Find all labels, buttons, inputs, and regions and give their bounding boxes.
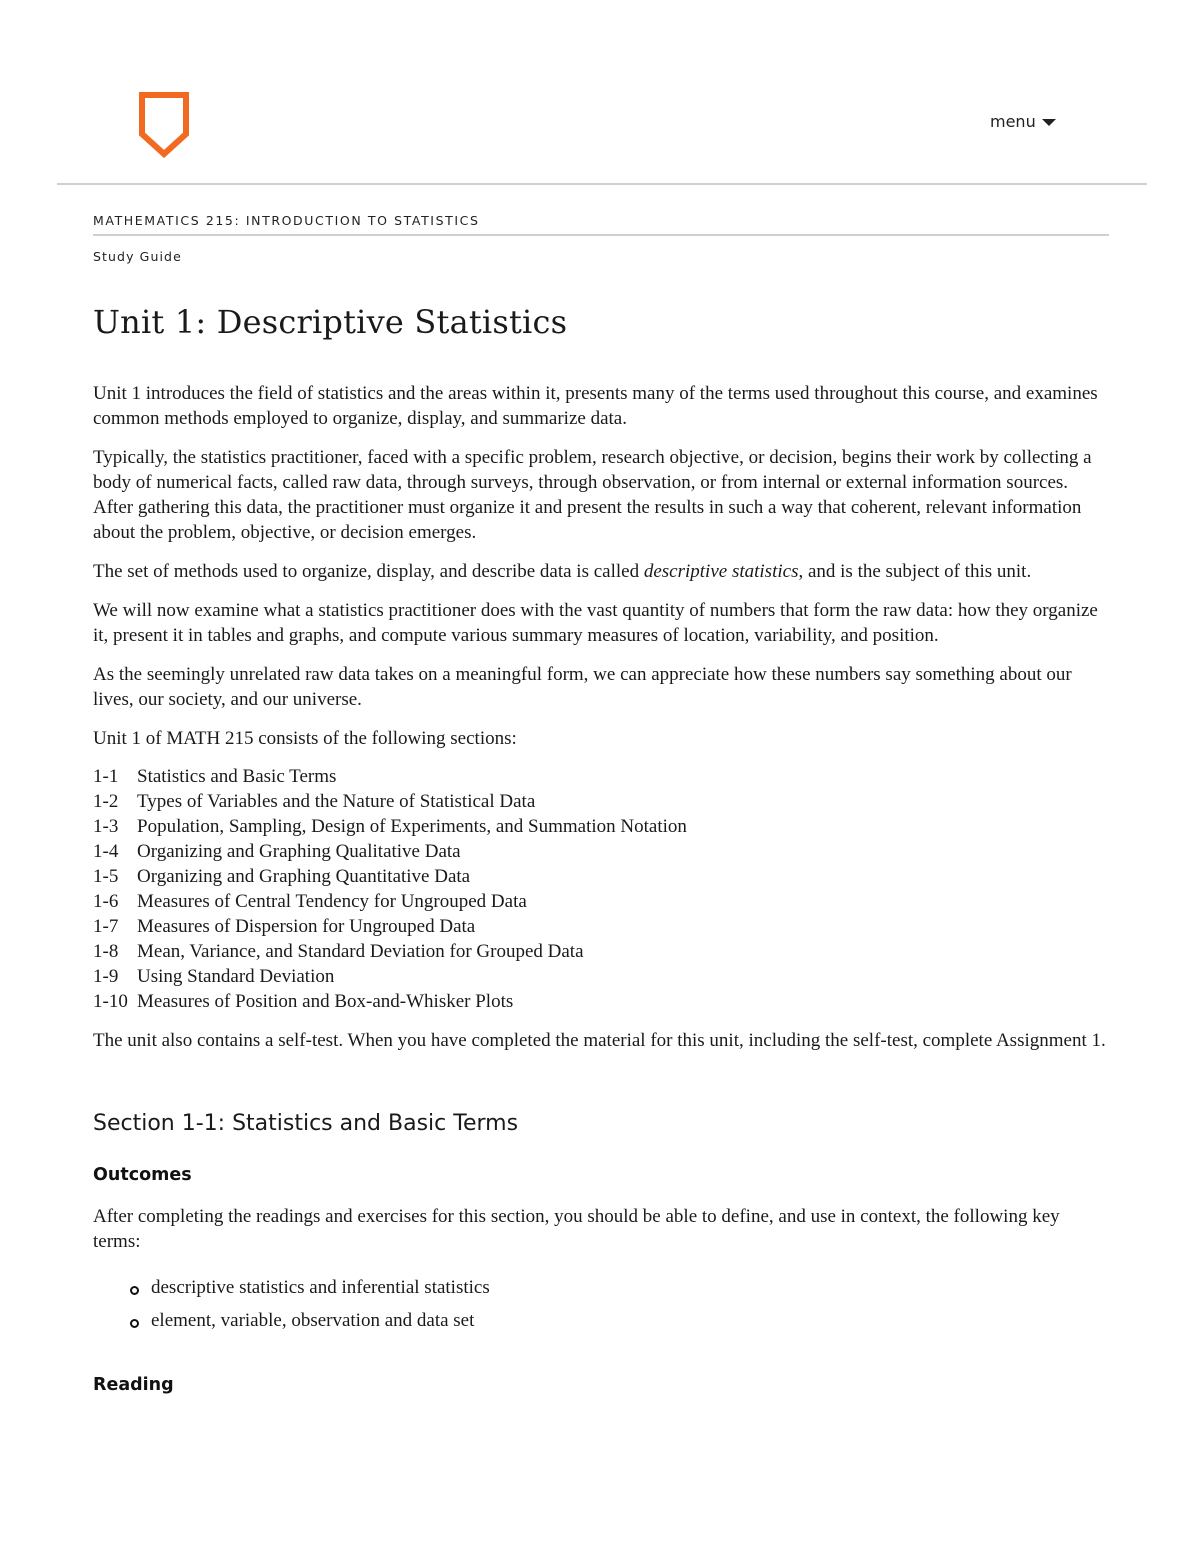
list-item: 1-8 Mean, Variance, and Standard Deviation for Grouped Data xyxy=(93,941,584,962)
descriptive-paragraph: The set of methods used to organize, display, and describe data is called descriptive statistics, and is the subject of this unit. xyxy=(93,561,1032,582)
outcomes-intro: After completing the readings and exercises for this section, you should be able to define, and use in context, the following key terms: xyxy=(93,1206,1060,1252)
main-content xyxy=(93,213,1109,1395)
outcomes-list xyxy=(93,1275,1109,1333)
list-item: element, variable, observation and data set xyxy=(93,1308,1109,1333)
list-item: 1-5 Organizing and Graphing Quantitative Data xyxy=(93,866,471,887)
list-item: 1-7 Measures of Dispersion for Ungrouped Data xyxy=(93,916,476,937)
page-subtitle: Study Guide xyxy=(93,249,182,264)
section-heading: Section 1-1: Statistics and Basic Terms xyxy=(93,1111,519,1136)
meaning-paragraph: As the seemingly unrelated raw data takes on a meaningful form, we can appreciate how these numbers say something about our lives, our society, and our universe. xyxy=(93,664,1072,710)
outcomes-heading: Outcomes xyxy=(93,1165,192,1185)
list-item: 1-1 Statistics and Basic Terms xyxy=(93,766,337,787)
course-title: MATHEMATICS 215: INTRODUCTION TO STATISTICS xyxy=(93,213,1109,236)
menu-button[interactable] xyxy=(990,112,1056,131)
practitioner-paragraph: Typically, the statistics practitioner, faced with a specific problem, research objective, or decision, begins their work by collecting a body of numerical facts, called raw data, through surveys, through observation, or from internal or external information sources. After gathering this data, the practitioner must organize it and present the results in such a way that coherent, relevant information about the problem, objective, or decision emerges. xyxy=(93,447,1092,543)
list-item: 1-10 Measures of Position and Box-and-Whisker Plots xyxy=(93,991,514,1012)
list-item: 1-4 Organizing and Graphing Qualitative Data xyxy=(93,841,461,862)
list-item: 1-2 Types of Variables and the Nature of Statistical Data xyxy=(93,791,536,812)
list-item: 1-6 Measures of Central Tendency for Ungrouped Data xyxy=(93,891,527,912)
page-title: Unit 1: Descriptive Statistics xyxy=(93,303,568,341)
list-item: 1-9 Using Standard Deviation xyxy=(93,966,335,987)
reading-heading: Reading xyxy=(93,1375,174,1395)
site-header xyxy=(57,0,1147,185)
examine-paragraph: We will now examine what a statistics practitioner does with the vast quantity of numbers that form the raw data: how they organize it, present it in tables and graphs, and compute various summary measures of location, variability, and position. xyxy=(93,600,1098,646)
list-item: 1-3 Population, Sampling, Design of Experiments, and Summation Notation xyxy=(93,816,687,837)
section-list xyxy=(93,764,1109,1014)
sections-intro: Unit 1 of MATH 215 consists of the following sections: xyxy=(93,728,517,749)
intro-paragraph: Unit 1 introduces the field of statistics and the areas within it, presents many of the terms used throughout this course, and examines common methods employed to organize, display, and summarize data. xyxy=(93,383,1098,429)
caret-down-icon xyxy=(1042,119,1056,126)
emphasis-term: descriptive statistics xyxy=(643,561,799,582)
list-item: descriptive statistics and inferential statistics xyxy=(93,1275,1109,1300)
self-test-paragraph: The unit also contains a self-test. When you have completed the material for this unit, including the self-test, complete Assignment 1. xyxy=(93,1030,1106,1051)
bullet-icon xyxy=(130,1319,139,1328)
shield-icon[interactable] xyxy=(139,92,189,158)
menu-label: menu xyxy=(990,112,1036,131)
bullet-icon xyxy=(130,1286,139,1295)
